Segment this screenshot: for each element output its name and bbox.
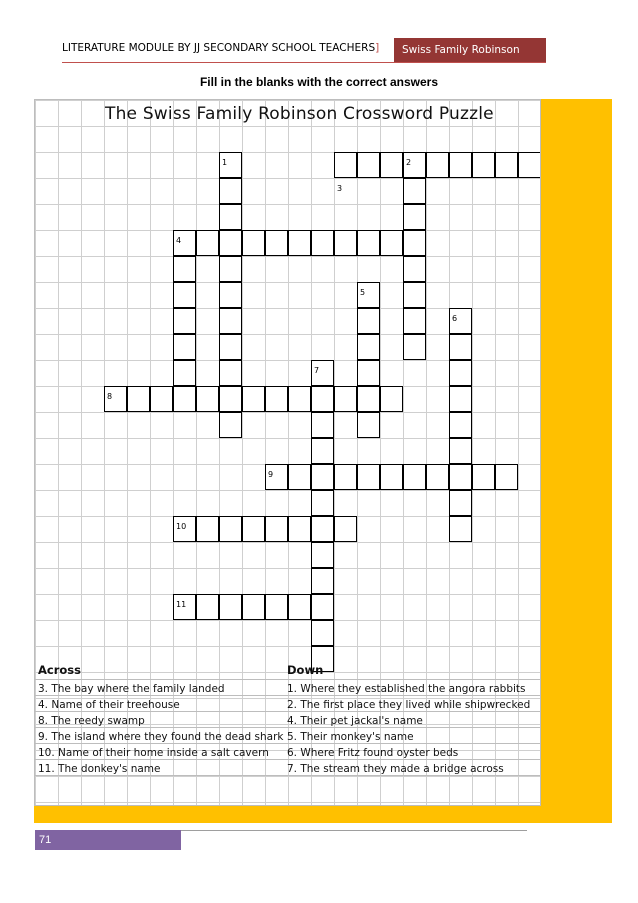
crossword-cell[interactable]: [357, 360, 380, 386]
crossword-cell[interactable]: [242, 386, 265, 412]
clue-number: 7: [314, 366, 320, 375]
crossword-cell[interactable]: [173, 308, 196, 334]
crossword-cell[interactable]: [311, 542, 334, 568]
crossword-cell[interactable]: [219, 230, 242, 256]
crossword-cell[interactable]: [495, 152, 518, 178]
crossword-cell[interactable]: [219, 178, 242, 204]
clue-number: 5: [360, 288, 366, 297]
crossword-cell[interactable]: [150, 386, 173, 412]
crossword-cell[interactable]: [449, 490, 472, 516]
crossword-cell[interactable]: [219, 516, 242, 542]
crossword-cell[interactable]: [495, 464, 518, 490]
crossword-cell[interactable]: [311, 594, 334, 620]
crossword-cell[interactable]: [196, 230, 219, 256]
crossword-cell[interactable]: [219, 256, 242, 282]
crossword-puzzle: [34, 99, 541, 806]
crossword-cell[interactable]: [311, 490, 334, 516]
crossword-cell[interactable]: [311, 230, 334, 256]
down-clue: 5. Their monkey's name: [287, 731, 414, 743]
crossword-cell[interactable]: [311, 438, 334, 464]
crossword-cell[interactable]: [426, 464, 449, 490]
crossword-cell[interactable]: [173, 282, 196, 308]
crossword-cell[interactable]: [219, 334, 242, 360]
crossword-cell[interactable]: [403, 464, 426, 490]
clue-row-rule: [35, 727, 541, 728]
crossword-cell[interactable]: [518, 152, 541, 178]
clue-row-rule: [35, 679, 541, 680]
crossword-cell[interactable]: [288, 516, 311, 542]
crossword-cell[interactable]: [219, 204, 242, 230]
crossword-cell[interactable]: [173, 386, 196, 412]
crossword-cell[interactable]: [449, 360, 472, 386]
crossword-cell[interactable]: [334, 152, 357, 178]
crossword-cell[interactable]: [357, 230, 380, 256]
crossword-cell[interactable]: [173, 334, 196, 360]
module-title: LITERATURE MODULE BY JJ SECONDARY SCHOOL TEACHERS]: [62, 42, 380, 54]
across-clue: 11. The donkey's name: [38, 763, 161, 775]
crossword-cell[interactable]: [357, 464, 380, 490]
crossword-cell[interactable]: [334, 516, 357, 542]
crossword-cell[interactable]: [265, 386, 288, 412]
crossword-cell[interactable]: [357, 386, 380, 412]
down-clue: 2. The first place they lived while shipwrecked: [287, 699, 531, 711]
crossword-cell[interactable]: [173, 256, 196, 282]
crossword-cell[interactable]: [357, 308, 380, 334]
clue-number: 1: [222, 158, 228, 167]
across-clue: 3. The bay where the family landed: [38, 683, 225, 695]
crossword-cell[interactable]: [403, 204, 426, 230]
crossword-cell[interactable]: [311, 386, 334, 412]
instruction-text: Fill in the blanks with the correct answers: [199, 75, 439, 89]
crossword-cell[interactable]: [127, 386, 150, 412]
crossword-cell[interactable]: [403, 282, 426, 308]
puzzle-title: The Swiss Family Robinson Crossword Puzzle: [105, 104, 494, 124]
crossword-cell[interactable]: [219, 594, 242, 620]
crossword-cell[interactable]: [196, 594, 219, 620]
crossword-cell[interactable]: [173, 360, 196, 386]
down-clue: 6. Where Fritz found oyster beds: [287, 747, 459, 759]
crossword-cell[interactable]: [265, 230, 288, 256]
crossword-cell[interactable]: [311, 412, 334, 438]
crossword-cell[interactable]: [449, 412, 472, 438]
crossword-cell[interactable]: [311, 464, 334, 490]
crossword-cell[interactable]: [403, 256, 426, 282]
crossword-cell[interactable]: [265, 516, 288, 542]
clue-row-rule: [35, 695, 541, 696]
clue-row-rule: [35, 759, 541, 760]
clue-row-rule: [35, 743, 541, 744]
crossword-cell[interactable]: [403, 334, 426, 360]
crossword-cell[interactable]: [380, 230, 403, 256]
crossword-cell[interactable]: [334, 230, 357, 256]
clue-number: 10: [176, 522, 187, 531]
header-rule: [62, 62, 546, 63]
crossword-cell[interactable]: [449, 334, 472, 360]
clue-number: 3: [337, 184, 343, 193]
page-header: [62, 38, 546, 64]
crossword-cell[interactable]: [403, 308, 426, 334]
crossword-cell[interactable]: [311, 620, 334, 646]
yellow-side-band: [541, 99, 612, 823]
crossword-cell[interactable]: [449, 152, 472, 178]
book-title-tab: Swiss Family Robinson: [394, 38, 546, 62]
crossword-cell[interactable]: [403, 178, 426, 204]
across-clue: 10. Name of their home inside a salt cavern: [38, 747, 269, 759]
clue-row-rule: [35, 711, 541, 712]
crossword-cell[interactable]: [380, 464, 403, 490]
crossword-cell[interactable]: [288, 464, 311, 490]
across-clue: 9. The island where they found the dead shark: [38, 731, 284, 743]
crossword-cell[interactable]: [219, 282, 242, 308]
crossword-cell[interactable]: [357, 152, 380, 178]
crossword-cell[interactable]: [449, 516, 472, 542]
clue-number: 8: [107, 392, 113, 401]
down-clue: 4. Their pet jackal's name: [287, 715, 423, 727]
crossword-cell[interactable]: [219, 386, 242, 412]
crossword-cell[interactable]: [426, 152, 449, 178]
crossword-cell[interactable]: [380, 152, 403, 178]
clue-number: 9: [268, 470, 274, 479]
crossword-cell[interactable]: [449, 464, 472, 490]
page-number: 71: [35, 830, 181, 850]
crossword-cell[interactable]: [357, 412, 380, 438]
crossword-cell[interactable]: [334, 464, 357, 490]
down-clue: 7. The stream they made a bridge across: [287, 763, 504, 775]
clue-number: 6: [452, 314, 458, 323]
crossword-cell[interactable]: [196, 386, 219, 412]
crossword-cell[interactable]: [311, 568, 334, 594]
crossword-cell[interactable]: [219, 412, 242, 438]
clue-number: 2: [406, 158, 412, 167]
crossword-cell[interactable]: [449, 386, 472, 412]
across-heading: Across: [38, 663, 81, 677]
crossword-cell[interactable]: [334, 386, 357, 412]
crossword-cell[interactable]: [288, 386, 311, 412]
header-bracket: ]: [375, 42, 380, 54]
crossword-cell[interactable]: [288, 594, 311, 620]
crossword-cell[interactable]: [196, 516, 219, 542]
down-heading: Down: [287, 663, 324, 677]
crossword-cell[interactable]: [403, 230, 426, 256]
crossword-cell[interactable]: [380, 386, 403, 412]
clue-row-rule: [35, 775, 541, 776]
crossword-cell[interactable]: [311, 516, 334, 542]
crossword-cell[interactable]: [357, 334, 380, 360]
across-clue: 8. The reedy swamp: [38, 715, 145, 727]
crossword-cell[interactable]: [219, 360, 242, 386]
yellow-bottom-band: [34, 806, 612, 823]
across-clue: 4. Name of their treehouse: [38, 699, 180, 711]
clue-number: 4: [176, 236, 182, 245]
crossword-cell[interactable]: [472, 152, 495, 178]
crossword-cell[interactable]: [449, 438, 472, 464]
crossword-cell[interactable]: [288, 230, 311, 256]
crossword-cell[interactable]: [265, 594, 288, 620]
down-clue: 1. Where they established the angora rabbits: [287, 683, 526, 695]
crossword-cell[interactable]: [242, 594, 265, 620]
crossword-cell[interactable]: [219, 308, 242, 334]
crossword-cell[interactable]: [242, 230, 265, 256]
clue-number: 11: [176, 600, 187, 609]
crossword-cell[interactable]: [472, 464, 495, 490]
crossword-cell[interactable]: [242, 516, 265, 542]
